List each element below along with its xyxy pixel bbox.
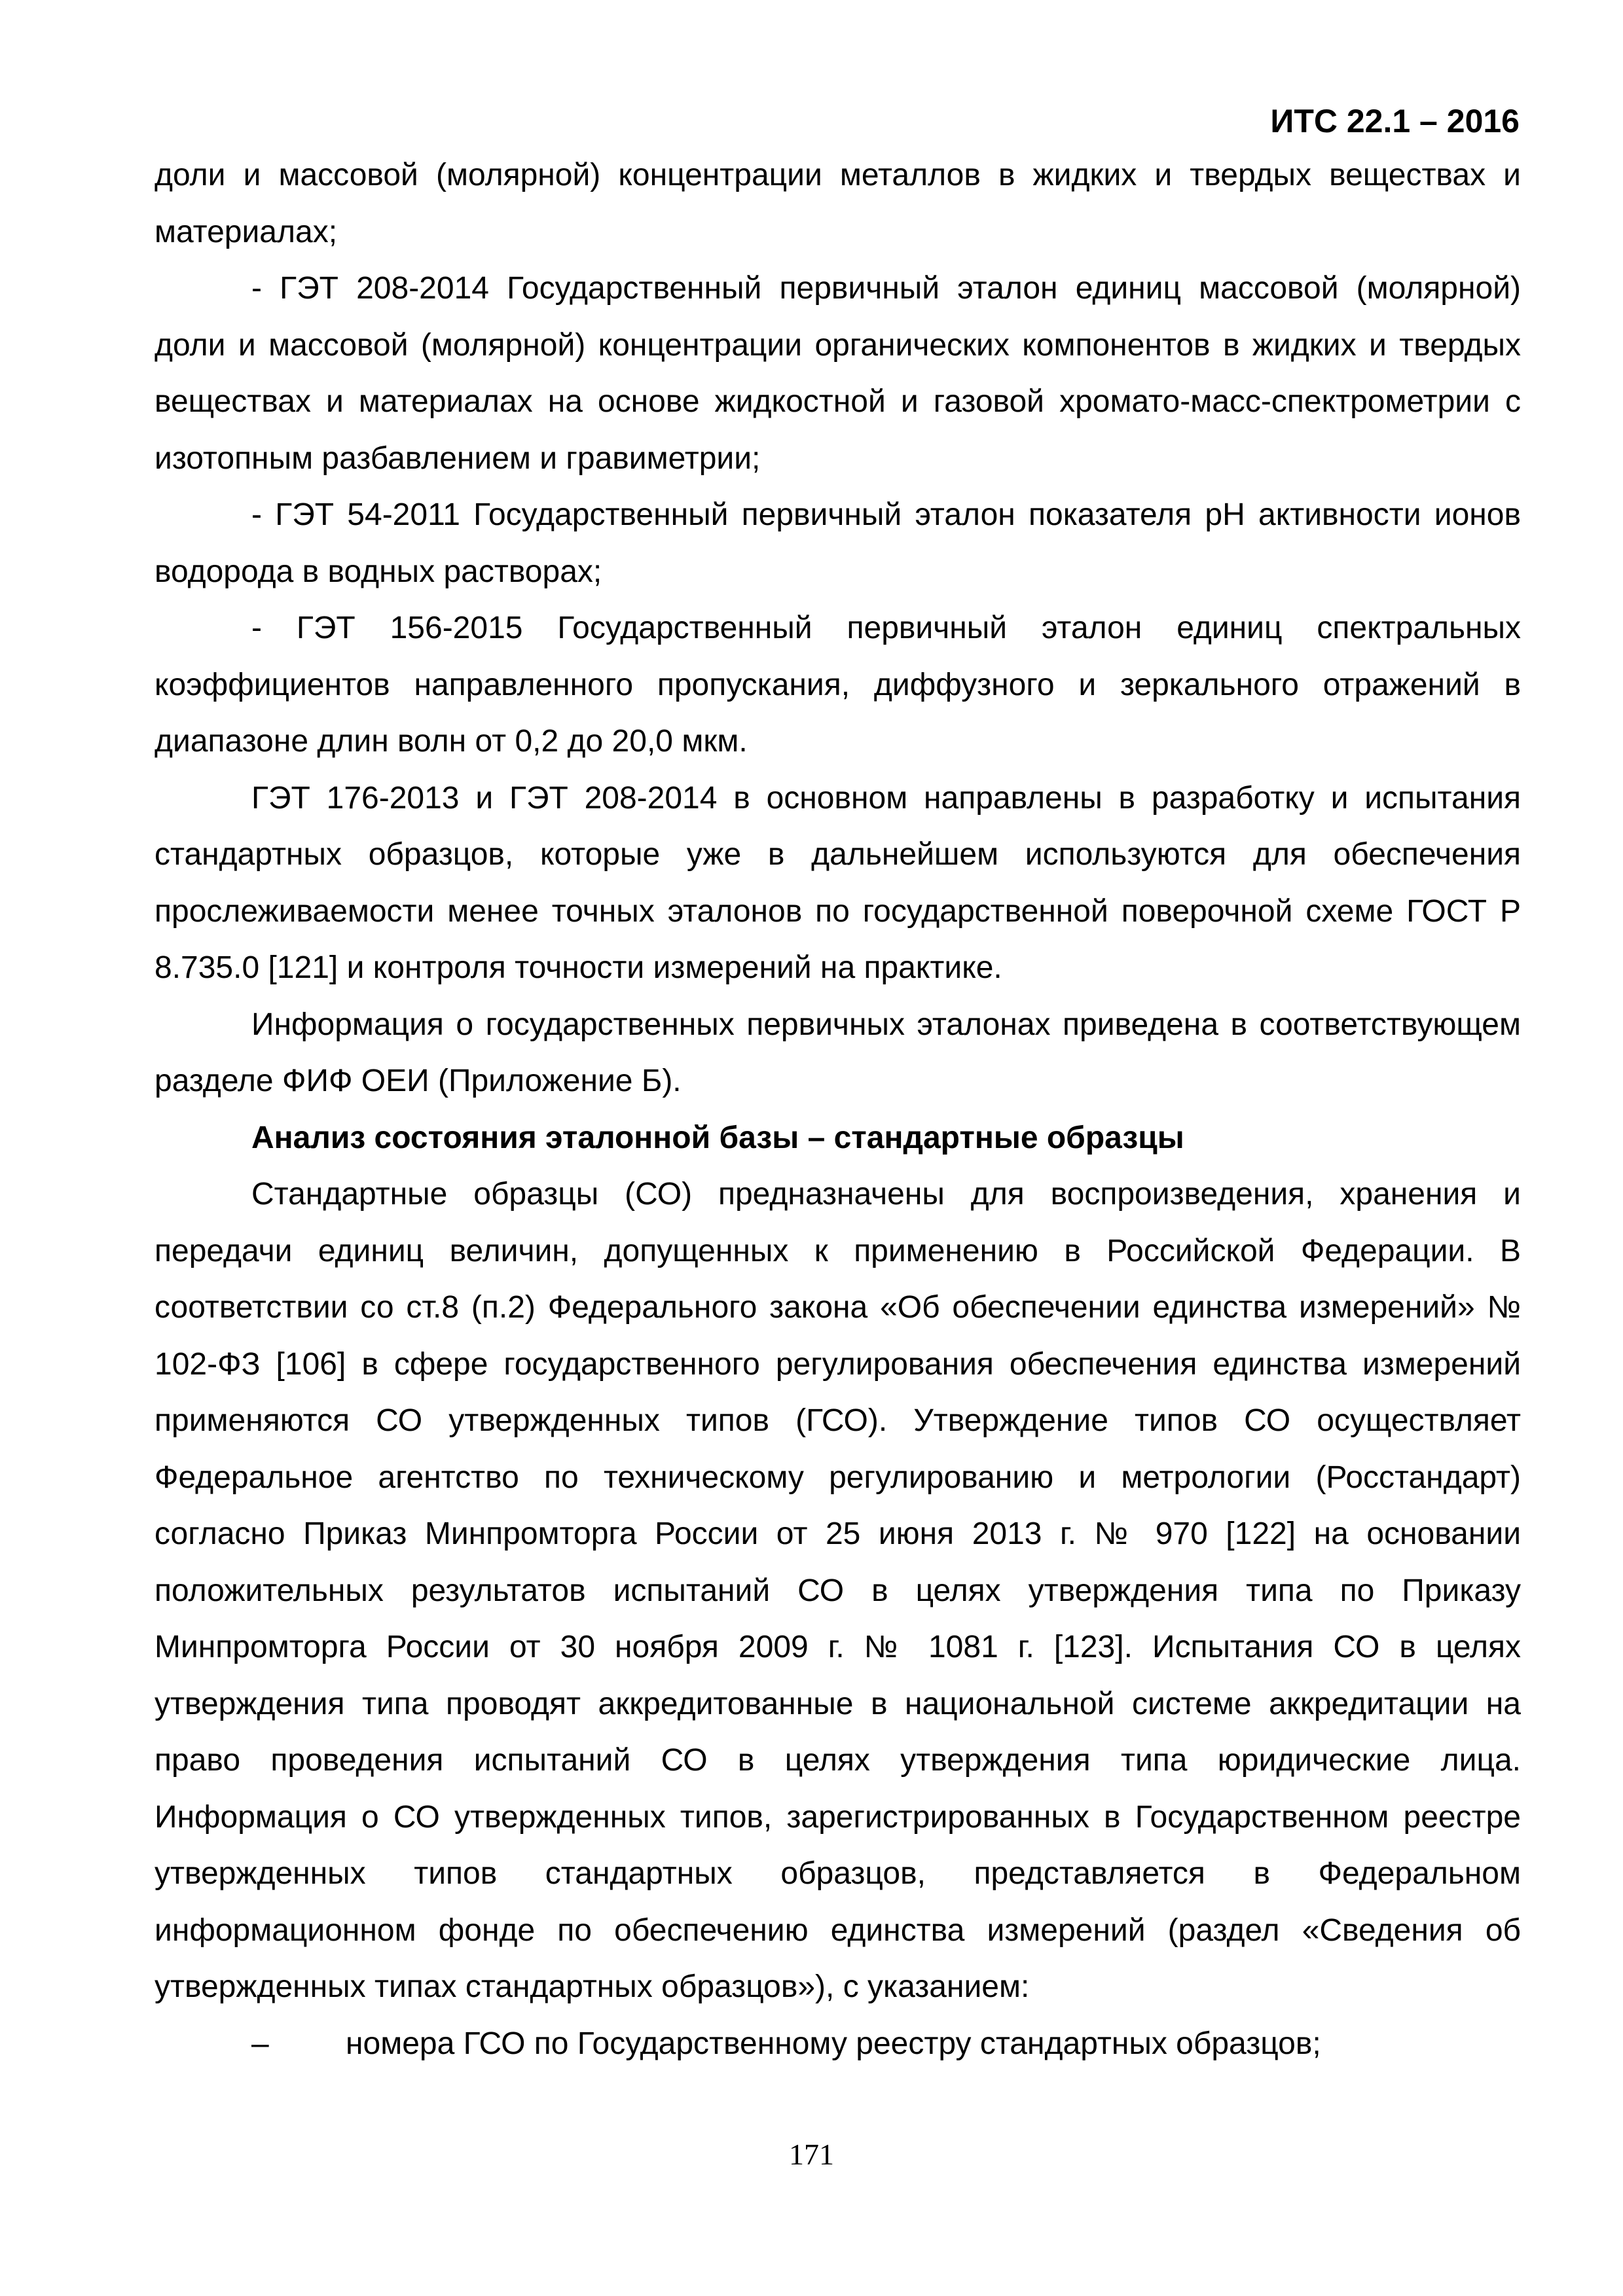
document-body (155, 147, 1521, 2072)
list-item-text: номера ГСО по Государственному реестру стандартных образцов; (346, 2026, 1321, 2061)
list-item (155, 2016, 1521, 2073)
document-code-header: ИТС 22.1 – 2016 (1270, 103, 1520, 139)
paragraph: доли и массовой (молярной) концентрации металлов в жидких и твердых веществах и материалах; (155, 158, 1521, 249)
paragraph: - ГЭТ 208-2014 Государственный первичный эталон единиц массовой (молярной) доли и массовой (молярной) концентрации органических компонентов в жидких и твердых веществах и материалах на основе жидкостной и газовой хромато-масс-спектрометрии с изотопным разбавлением и гравиметрии; (155, 271, 1521, 476)
paragraph: - ГЭТ 54-2011 Государственный первичный эталон показателя pH активности ионов водорода в водных растворах; (155, 497, 1521, 589)
dash-bullet: – (251, 2026, 269, 2061)
section-heading: Анализ состояния эталонной базы – стандартные образцы (251, 1120, 1184, 1155)
paragraph: ГЭТ 176-2013 и ГЭТ 208-2014 в основном направлены в разработку и испытания стандартных образцов, которые уже в дальнейшем используются для обеспечения прослеживаемости менее точных эталонов по государственной поверочной схеме ГОСТ Р 8.735.0 [121] и контроля точности измерений на практике. (155, 780, 1521, 985)
paragraph: - ГЭТ 156-2015 Государственный первичный эталон единиц спектральных коэффициентов направленного пропускания, диффузного и зеркального отражений в диапазоне длин волн от 0,2 до 20,0 мкм. (155, 611, 1521, 759)
page-number: 171 (789, 2138, 834, 2171)
paragraph: Информация о государственных первичных эталонах приведена в соответствующем разделе ФИФ ОЕИ (Приложение Б). (155, 1007, 1521, 1098)
paragraph: Стандартные образцы (СО) предназначены для воспроизведения, хранения и передачи единиц величин, допущенных к применению в Российской Федерации. В соответствии со ст.8 (п.2) Федерального закона «Об обеспечении единства измерений» № 102-ФЗ [106] в сфере государственного регулирования обеспечения единства измерений применяются СО утвержденных типов (ГСО). Утверждение типов СО осуществляет Федеральное агентство по техническому регулированию и метрологии (Росстандарт) согласно Приказ Минпромторга России от 25 июня 2013 г. № 970 [122] на основании положительных результатов испытаний СО в целях утверждения типа по Приказу Минпромторга России от 30 ноября 2009 г. № 1081 г. [123]. Испытания СО в целях утверждения типа проводят аккредитованные в национальной системе аккредитации на право проведения испытаний СО в целях утверждения типа юридические лица. Информация о СО утвержденных типов, зарегистрированных в Государственном реестре утвержденных типов стандартных образцов, представляется в Федеральном информационном фонде по обеспечению единства измерений (раздел «Сведения об утвержденных типах стандартных образцов»), с указанием: (155, 1177, 1521, 2004)
